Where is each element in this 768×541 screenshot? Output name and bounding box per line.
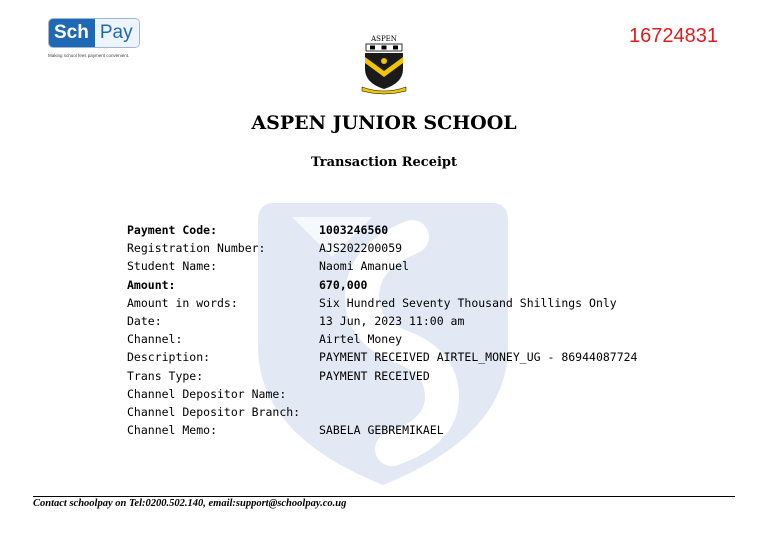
detail-row-date <box>127 312 638 330</box>
detail-value: 13 Jun, 2023 11:00 am <box>319 314 465 329</box>
detail-row-registration-number <box>127 239 638 257</box>
detail-label: Payment Code: <box>127 223 218 238</box>
detail-label: Trans Type: <box>127 368 204 383</box>
detail-value: 670,000 <box>319 277 368 292</box>
detail-row-channel-memo <box>127 421 638 439</box>
detail-value: Six Hundred Seventy Thousand Shillings Only <box>319 295 617 310</box>
detail-row-channel <box>127 330 638 348</box>
school-crest-icon <box>360 33 408 95</box>
detail-row-amount <box>127 276 638 294</box>
detail-value: AJS202200059 <box>319 241 403 256</box>
crest-motto: ASPEN <box>371 35 397 43</box>
schoolpay-logo <box>48 18 140 58</box>
logo-pay-text: Pay <box>95 19 139 47</box>
detail-value: PAYMENT RECEIVED <box>319 368 430 383</box>
detail-label: Channel: <box>127 332 183 347</box>
detail-label: Channel Memo: <box>127 423 218 438</box>
school-name: ASPEN JUNIOR SCHOOL <box>251 112 517 134</box>
detail-label: Registration Number: <box>127 241 266 256</box>
detail-label: Channel Depositor Branch: <box>127 404 301 419</box>
detail-label: Date: <box>127 314 162 329</box>
detail-row-payment-code <box>127 221 638 239</box>
detail-value: Airtel Money <box>319 332 403 347</box>
detail-value: PAYMENT RECEIVED AIRTEL_MONEY_UG - 86944087724 <box>319 350 638 365</box>
detail-label: Description: <box>127 350 211 365</box>
detail-label: Amount: <box>127 277 176 292</box>
footer-divider <box>33 496 735 497</box>
logo-sch-text: Sch <box>49 19 95 47</box>
detail-row-depositor-branch <box>127 403 638 421</box>
document-title: Transaction Receipt <box>311 155 457 170</box>
detail-row-description <box>127 348 638 366</box>
detail-value: 1003246560 <box>319 223 389 238</box>
detail-row-trans-type <box>127 367 638 385</box>
detail-label: Channel Depositor Name: <box>127 386 287 401</box>
footer-contact: Contact schoolpay on Tel:0200.502.140, email:support@schoolpay.co.ug <box>33 498 347 509</box>
detail-row-depositor-name <box>127 385 638 403</box>
detail-row-amount-in-words <box>127 294 638 312</box>
transaction-details <box>127 221 638 439</box>
detail-label: Amount in words: <box>127 295 238 310</box>
detail-value: SABELA GEBREMIKAEL <box>319 423 444 438</box>
detail-row-student-name <box>127 257 638 275</box>
detail-value: Naomi Amanuel <box>319 259 410 274</box>
logo-tagline: Making school fees payment convenient. <box>48 53 130 58</box>
receipt-number: 16724831 <box>629 25 718 47</box>
detail-label: Student Name: <box>127 259 218 274</box>
